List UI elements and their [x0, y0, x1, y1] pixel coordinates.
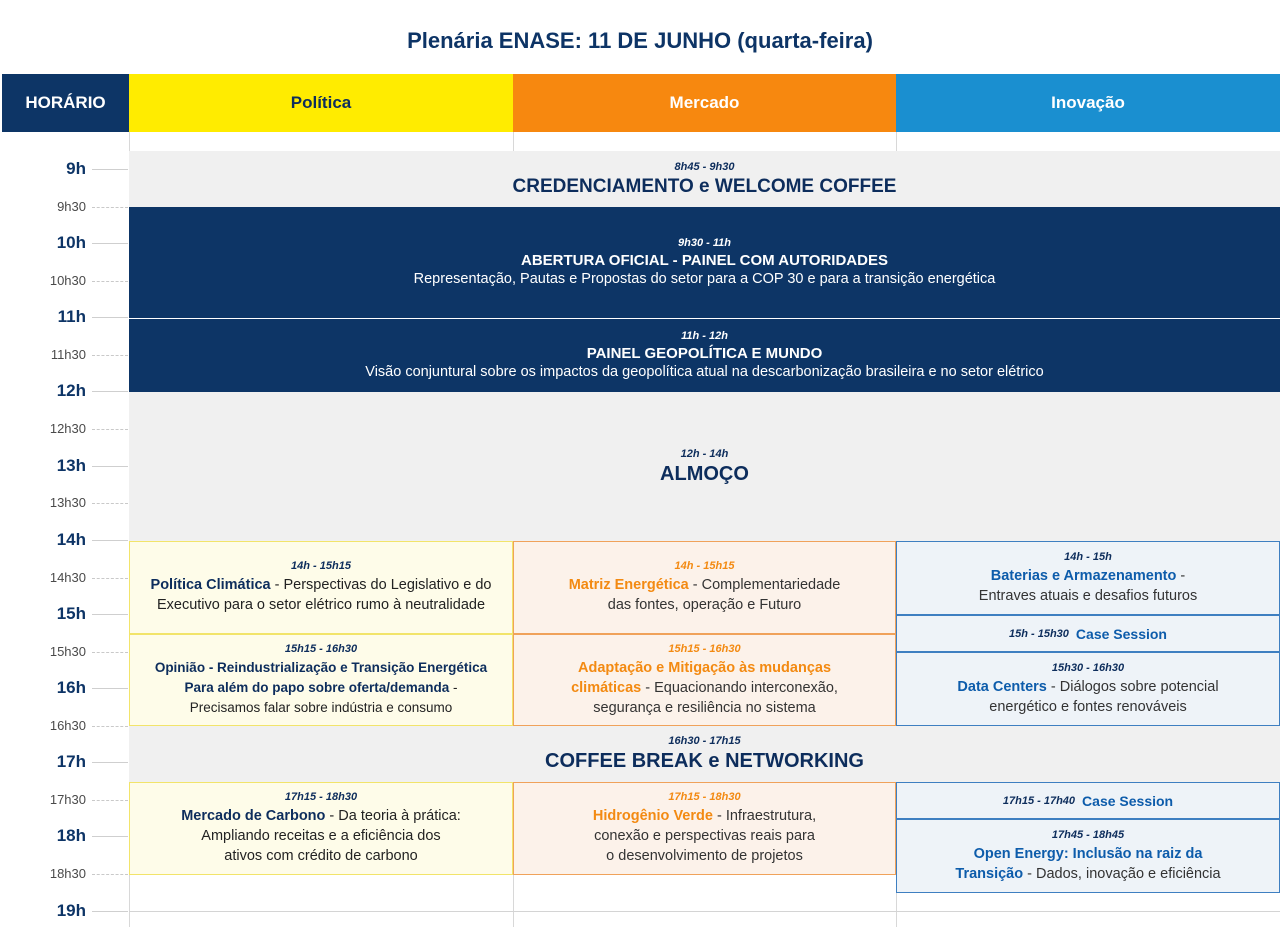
session-geopolitica: [129, 319, 1280, 392]
session-adaptacao-mitigacao: [513, 634, 896, 726]
time-tick: [92, 317, 128, 318]
session-time: 15h15 - 16h30: [668, 642, 741, 655]
session-title: Transição: [955, 865, 1024, 882]
session-description: Representação, Pautas e Propostas do setor para a COP 30 e para a transição energética: [413, 270, 996, 287]
time-label: 11h: [57, 307, 86, 326]
time-tick: [92, 614, 128, 615]
time-tick: [92, 355, 128, 356]
session-coffee-break: [129, 726, 1280, 782]
time-label: 17h30: [49, 792, 86, 807]
time-label: 15h: [56, 604, 86, 623]
time-tick: [92, 243, 128, 244]
time-label: 14h: [56, 530, 86, 549]
session-politica-climatica: [129, 541, 513, 634]
session-title: Matriz Energética: [568, 577, 689, 593]
session-title: ABERTURA OFICIAL - PAINEL COM AUTORIDADES: [521, 251, 888, 269]
time-label: 9h: [66, 159, 86, 178]
time-label: 12h30: [49, 421, 86, 436]
time-tick: [92, 762, 128, 763]
session-time: 12h - 14h: [680, 447, 729, 460]
session-opiniao-reindustrializacao: [129, 634, 513, 726]
session-separator: -: [449, 679, 458, 695]
time-tick: [92, 652, 128, 653]
time-label: 9h30: [57, 199, 86, 214]
session-time: 17h45 - 18h45: [1051, 828, 1125, 841]
title-weekday: (quarta-feira): [737, 28, 873, 53]
session-time: 15h15 - 16h30: [284, 642, 358, 655]
header-mercado: Mercado: [513, 74, 896, 132]
title-prefix: Plenária ENASE:: [407, 28, 582, 53]
time-tick: [92, 207, 128, 208]
time-label: 13h30: [49, 495, 86, 510]
session-title: Open Energy: Inclusão na raiz da: [973, 845, 1203, 862]
time-label: 12h: [56, 381, 86, 400]
session-time: 17h15 - 18h30: [668, 791, 741, 803]
session-time: 15h30 - 16h30: [1051, 661, 1125, 674]
time-tick: [92, 800, 128, 801]
session-time: 8h45 - 9h30: [674, 160, 735, 173]
session-time: 17h15 - 17h40: [1002, 794, 1076, 807]
session-almoco: [129, 392, 1280, 541]
session-matriz-energetica: [513, 541, 896, 634]
time-label: 15h30: [49, 644, 86, 659]
time-tick: [92, 391, 128, 392]
header-inovacao: Inovação: [896, 74, 1280, 132]
session-description: o desenvolvimento de projetos: [606, 848, 803, 864]
session-description: ativos com crédito de carbono: [224, 848, 418, 864]
session-title: Adaptação e Mitigação às mudanças: [577, 659, 832, 676]
time-label: 16h: [56, 678, 86, 697]
time-tick: [92, 429, 128, 430]
session-title: Mercado de Carbono: [181, 808, 326, 824]
time-label: 17h: [56, 752, 86, 771]
session-description: segurança e resiliência no sistema: [593, 699, 816, 716]
time-tick: [92, 503, 128, 504]
session-time: 14h - 15h15: [674, 560, 735, 572]
session-title: COFFEE BREAK e NETWORKING: [545, 750, 864, 772]
session-description: - Diálogos sobre potencial: [1046, 678, 1219, 695]
session-hidrogenio-verde: [513, 782, 896, 875]
time-label: 16h30: [49, 718, 86, 733]
time-tick: [92, 688, 128, 689]
title-date: 11 DE JUNHO: [588, 28, 732, 53]
time-tick: [92, 911, 128, 912]
session-time: 14h - 15h: [1064, 550, 1112, 563]
session-description: Visão conjuntural sobre os impactos da geopolítica atual na descarbonização brasileira e no setor elétrico: [365, 363, 1044, 380]
session-description: - Complementariedade: [688, 577, 841, 593]
session-case-session-1: [896, 615, 1280, 652]
time-tick: [92, 540, 128, 541]
time-label: 18h: [56, 826, 86, 845]
session-abertura: [129, 207, 1280, 318]
session-description: Precisamos falar sobre indústria e consumo: [189, 699, 453, 715]
grid-line: [129, 911, 1280, 912]
session-description: - Da teoria à prática:: [325, 808, 461, 824]
session-separator: -: [1176, 567, 1186, 584]
session-title: ALMOÇO: [660, 462, 749, 485]
session-time: 11h - 12h: [681, 329, 728, 342]
time-label: 11h30: [50, 347, 86, 362]
time-label: 13h: [56, 456, 86, 475]
time-tick: [92, 281, 128, 282]
time-tick: [92, 578, 128, 579]
session-time: 16h30 - 17h15: [668, 735, 741, 747]
session-open-energy: [896, 819, 1280, 893]
time-label: 19h: [56, 901, 86, 920]
session-title: Case Session: [1075, 625, 1167, 642]
session-description: Executivo para o setor elétrico rumo à neutralidade: [156, 597, 486, 613]
session-title: Data Centers: [957, 678, 1047, 695]
page-title: [0, 28, 1280, 54]
session-time: 9h30 - 11h: [678, 236, 731, 249]
header-politica: Política: [129, 74, 513, 132]
header-horario: HORÁRIO: [2, 74, 129, 132]
session-title: climáticas: [571, 679, 642, 696]
session-description: Entraves atuais e desafios futuros: [978, 587, 1198, 604]
session-description: Ampliando receitas e a eficiência dos: [201, 828, 441, 844]
session-description: - Perspectivas do Legislativo e do: [270, 577, 492, 593]
session-time: 14h - 15h15: [291, 560, 351, 572]
session-description: - Dados, inovação e eficiência: [1023, 865, 1221, 882]
session-title: CREDENCIAMENTO e WELCOME COFFEE: [512, 175, 897, 197]
session-title: Hidrogênio Verde: [592, 808, 713, 824]
session-description: - Infraestrutura,: [712, 808, 817, 824]
session-data-centers: [896, 652, 1280, 726]
time-label: 18h30: [49, 866, 86, 881]
session-title: Baterias e Armazenamento: [990, 567, 1177, 584]
session-title: Opinião - Reindustrialização e Transição Energética: [154, 659, 488, 675]
time-tick: [92, 874, 128, 875]
time-label: 10h: [56, 233, 86, 252]
session-time: 15h - 15h30: [1009, 627, 1069, 640]
session-credenciamento: [129, 151, 1280, 207]
session-description: energético e fontes renováveis: [989, 698, 1187, 715]
session-description: - Equacionando interconexão,: [641, 679, 838, 696]
session-title: Para além do papo sobre oferta/demanda: [184, 679, 450, 695]
session-title: Case Session: [1082, 792, 1174, 809]
time-tick: [92, 169, 128, 170]
time-tick: [92, 466, 128, 467]
session-title: Política Climática: [150, 577, 271, 593]
session-case-session-2: [896, 782, 1280, 819]
time-tick: [92, 836, 128, 837]
time-label: 10h30: [49, 273, 86, 288]
time-tick: [92, 726, 128, 727]
session-time: 17h15 - 18h30: [284, 791, 358, 803]
session-description: das fontes, operação e Futuro: [607, 597, 802, 613]
session-description: conexão e perspectivas reais para: [594, 828, 815, 844]
session-baterias-armazenamento: [896, 541, 1280, 615]
session-mercado-de-carbono: [129, 782, 513, 875]
time-label: 14h30: [49, 570, 86, 585]
session-title: PAINEL GEOPOLÍTICA E MUNDO: [586, 344, 823, 362]
